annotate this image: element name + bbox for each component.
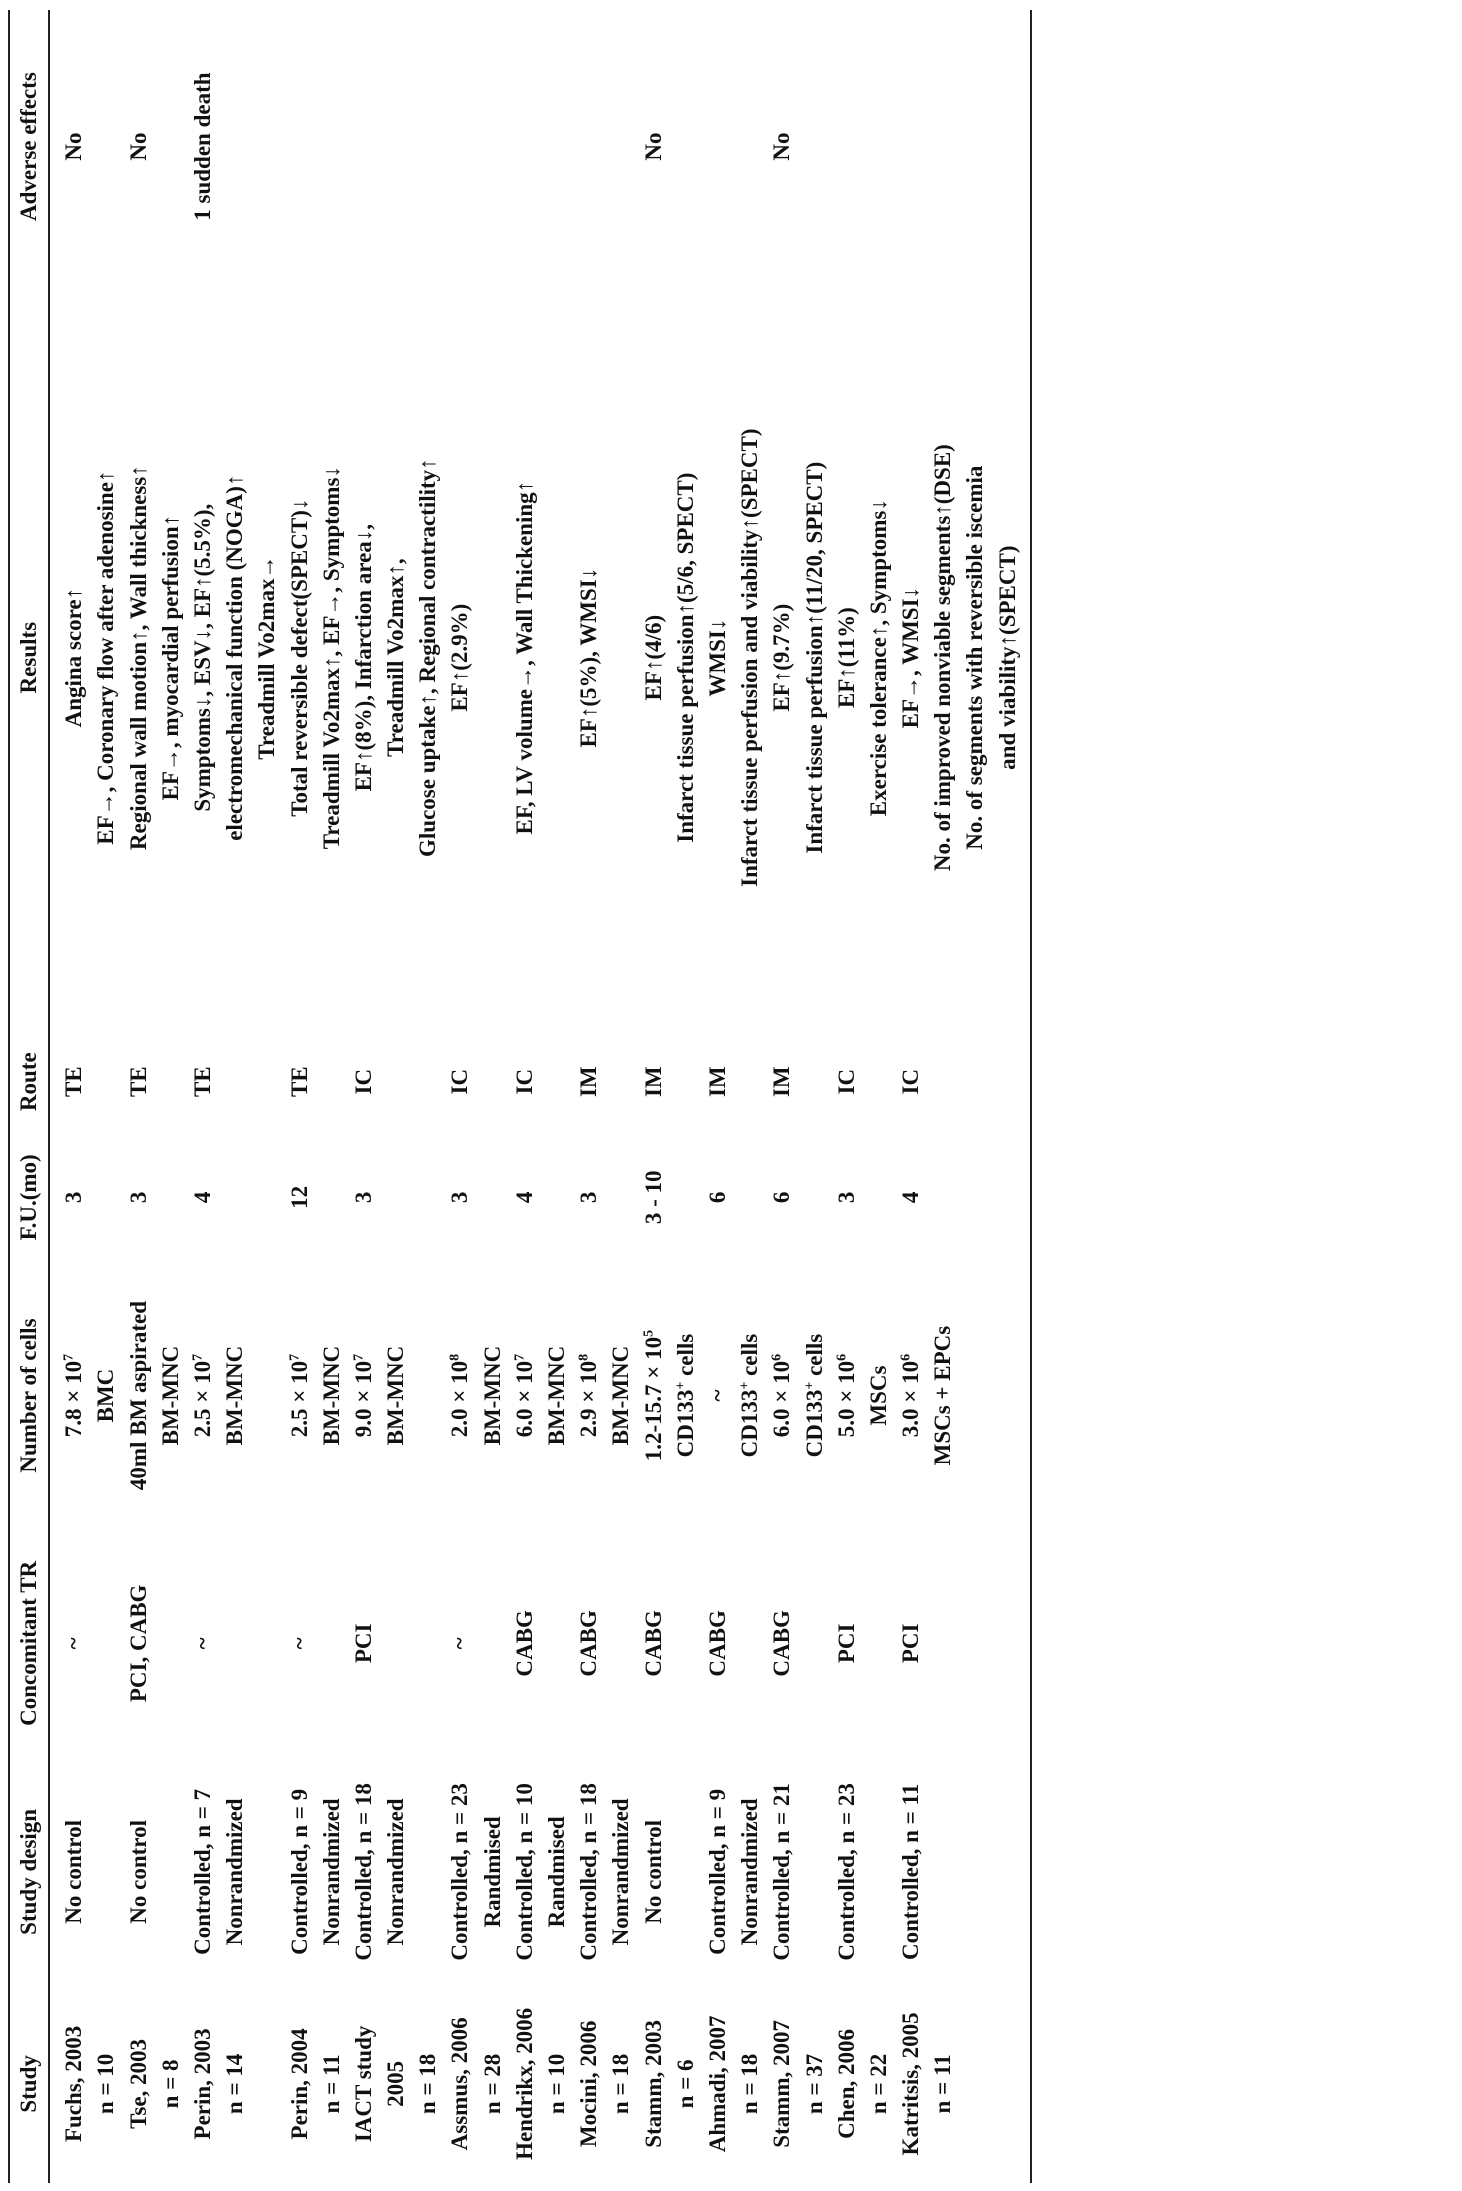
cell-line: Nonrandmized (222, 1798, 248, 1946)
followup-cell (49, 1131, 122, 1263)
header-concomitant-tr: Concomitant TR (9, 1528, 49, 1759)
concomitant-cell (895, 1528, 1031, 1759)
cell-line: Assmus, 2006 (447, 2017, 473, 2151)
cell-line: 2005 (383, 2060, 409, 2107)
concomitant-cell (187, 1528, 284, 1759)
cells-cell (187, 1263, 284, 1527)
cell-line: ~ (61, 1637, 87, 1650)
results-cell (766, 283, 830, 1032)
cell-line: CABG (511, 1610, 537, 1677)
cell-line: BM-MNC (318, 1345, 344, 1446)
cell-line: WMSI↓ (704, 618, 730, 697)
adverse-cell (702, 10, 766, 283)
table-row (573, 10, 637, 2183)
followup-cell (831, 1131, 895, 1263)
results-cell (702, 283, 766, 1032)
results-cell (444, 283, 508, 1032)
concomitant-cell (123, 1528, 187, 1759)
cell-line: Controlled, n = 9 (704, 1788, 730, 1955)
cell-line: EF↑(8%), Infarction area↓, (350, 523, 376, 792)
cell-line: Controlled, n = 9 (286, 1788, 312, 1955)
study-cell (348, 1985, 445, 2183)
followup-cell (284, 1131, 348, 1263)
cell-line: No (125, 132, 151, 161)
cell-line: IACT study (350, 2025, 376, 2143)
cell-line: Controlled, n = 23 (447, 1783, 473, 1961)
cell-line: Controlled, n = 21 (769, 1783, 795, 1961)
route-cell (187, 1032, 284, 1131)
study-cell (895, 1985, 1031, 2183)
cell-line: Controlled, n = 18 (576, 1783, 602, 1961)
study-cell (284, 1985, 348, 2183)
table-row (444, 10, 508, 2183)
cell-line: Nonrandmized (383, 1798, 409, 1946)
cell-line: Fuchs, 2003 (61, 2025, 87, 2143)
cell-line: TE (286, 1066, 312, 1098)
cells-cell (573, 1263, 637, 1527)
cell-line: EF→, Coronary flow after adenosine↑ (93, 470, 119, 845)
cell-line: Perin, 2003 (189, 2028, 215, 2140)
cell-line (831, 14, 863, 279)
cell-line: BM-MNC (157, 1345, 183, 1446)
route-cell (509, 1032, 573, 1131)
cell-line: EF↑(11%) (833, 607, 859, 709)
header-results: Results (9, 283, 49, 1032)
cell-line: EF→, myocardial perfusion↑ (157, 514, 183, 801)
cell-line: Angina score↑ (61, 587, 87, 728)
cell-line: Katritsis, 2005 (898, 2012, 924, 2156)
cell-line: Stamm, 2003 (640, 2020, 666, 2148)
cell-line: 3 (350, 1191, 376, 1204)
cell-line: Exercise tolerance↑, Symptoms↓ (865, 499, 891, 817)
design-cell (702, 1759, 766, 1985)
cell-line (444, 14, 476, 279)
cell-line: EF↑(5%), WMSI↓ (576, 567, 602, 748)
cells-cell (444, 1263, 508, 1527)
cell-line: No control (640, 1820, 666, 1924)
header-adverse-effects: Adverse effects (9, 10, 49, 283)
results-cell (573, 283, 637, 1032)
concomitant-cell (49, 1528, 122, 1759)
cell-line: Randmised (544, 1816, 569, 1928)
cell-line: ~ (704, 1389, 730, 1402)
results-cell (895, 283, 1031, 1032)
cell-line: No (769, 132, 795, 161)
cell-line: Controlled, n = 10 (511, 1783, 537, 1961)
cell-line: IM (704, 1066, 730, 1098)
cell-line: IC (447, 1068, 473, 1095)
cell-line: IC (511, 1068, 537, 1095)
study-cell (49, 1985, 122, 2183)
cell-line: 12 (286, 1185, 312, 1209)
cell-line: n = 18 (608, 2053, 634, 2115)
design-cell (187, 1759, 284, 1985)
cell-line: BM-MNC (383, 1345, 409, 1446)
cell-line: MSCs + EPCs (930, 1325, 956, 1466)
cell-line: CD133+ cells (672, 1333, 698, 1458)
cell-line: $5.0 \times 10^6$ (833, 1353, 859, 1438)
route-cell (573, 1032, 637, 1131)
cell-line: electromechanical function (NOGA)↑ (222, 474, 248, 841)
cells-cell (895, 1263, 1031, 1527)
concomitant-cell (638, 1528, 702, 1759)
cell-line (509, 14, 541, 279)
cell-line: CABG (704, 1610, 730, 1677)
design-cell (284, 1759, 348, 1985)
cell-line: Treadmill Vo2max↑, EF→, Symptoms↓ (318, 466, 344, 850)
cell-line: $9.0 \times 10^7$ (350, 1353, 376, 1438)
concomitant-cell (509, 1528, 573, 1759)
cell-line: BM-MNC (222, 1345, 248, 1446)
cells-cell (509, 1263, 573, 1527)
header-follow-up: F.U.(mo) (9, 1131, 49, 1263)
cell-line (573, 14, 605, 279)
cell-line: 3 (576, 1191, 602, 1204)
route-cell (831, 1032, 895, 1131)
cell-line: Treadmill Vo2max→ (254, 555, 280, 760)
cell-line: Controlled, n = 11 (898, 1783, 924, 1961)
table-row (895, 10, 1031, 2183)
cell-line: $2.0 \times 10^8$ (447, 1353, 473, 1438)
cell-line: No control (125, 1820, 151, 1924)
cells-cell (348, 1263, 445, 1527)
cell-line: IM (576, 1066, 602, 1098)
cell-line: IC (833, 1068, 859, 1095)
cell-line: IM (769, 1066, 795, 1098)
cell-line: CD133+ cells (737, 1333, 763, 1458)
header-study: Study (9, 1985, 49, 2183)
cell-line: Hendrikx, 2006 (511, 2007, 537, 2160)
cell-line: n = 11 (318, 2054, 344, 2114)
cell-line: PCI (898, 1623, 924, 1664)
cell-line: n = 6 (672, 2059, 698, 2109)
results-cell (831, 283, 895, 1032)
followup-cell (123, 1131, 187, 1263)
cell-line: EF↑(4/6) (640, 614, 666, 701)
design-cell (509, 1759, 573, 1985)
cell-line: n = 10 (93, 2053, 119, 2115)
cell-line: IC (350, 1068, 376, 1095)
concomitant-cell (831, 1528, 895, 1759)
followup-cell (766, 1131, 830, 1263)
cell-line: 3 (447, 1191, 473, 1204)
cell-line: PCI, CABG (125, 1584, 151, 1703)
table-row (49, 10, 122, 2183)
adverse-cell (49, 10, 122, 283)
cell-line: EF↑(2.9%) (447, 603, 473, 712)
cell-line: Nonrandmized (608, 1798, 634, 1946)
cell-line: n = 22 (865, 2053, 891, 2115)
adverse-cell (766, 10, 830, 283)
cell-line: 6 (704, 1191, 730, 1204)
adverse-cell (123, 10, 187, 283)
cell-line: Controlled, n = 7 (189, 1788, 215, 1955)
followup-cell (702, 1131, 766, 1263)
route-cell (638, 1032, 702, 1131)
cell-line: EF→, WMSI↓ (898, 586, 924, 729)
cells-cell (123, 1263, 187, 1527)
table-body (49, 10, 1031, 2183)
concomitant-cell (284, 1528, 348, 1759)
cell-line: Tse, 2003 (125, 2038, 151, 2129)
table-row (123, 10, 187, 2183)
table-row (702, 10, 766, 2183)
design-cell (348, 1759, 445, 1985)
cell-line: BMC (93, 1368, 119, 1423)
cell-line: No control (61, 1820, 87, 1924)
cell-line: 40ml BM aspirated (125, 1301, 151, 1491)
cell-line: 3 (61, 1191, 87, 1204)
table-row (831, 10, 895, 2183)
cell-line: Regional wall motion↑, Wall thickness↑ (125, 465, 151, 851)
study-cell (573, 1985, 637, 2183)
cell-line: PCI (350, 1623, 376, 1664)
cell-line (284, 14, 316, 279)
route-cell (766, 1032, 830, 1131)
design-cell (444, 1759, 508, 1985)
cell-line: CABG (769, 1610, 795, 1677)
cells-cell (49, 1263, 122, 1527)
adverse-cell (831, 10, 895, 283)
design-cell (49, 1759, 122, 1985)
header-number-of-cells: Number of cells (9, 1263, 49, 1527)
cell-line: No (640, 132, 666, 161)
cell-line: Mocini, 2006 (576, 2020, 602, 2148)
adverse-cell (509, 10, 573, 283)
results-cell (123, 283, 187, 1032)
cell-line: Randmised (479, 1816, 505, 1928)
cell-line: EF↑(9.7%) (769, 603, 795, 712)
cell-line: Controlled, n = 23 (833, 1783, 859, 1961)
adverse-cell (573, 10, 637, 283)
cell-line (702, 14, 734, 279)
route-cell (348, 1032, 445, 1131)
cell-line: $2.5 \times 10^7$ (189, 1353, 215, 1438)
cell-line: 3 - 10 (640, 1170, 666, 1225)
cell-line: CD133+ cells (801, 1333, 827, 1458)
cell-line: n = 18 (737, 2053, 763, 2115)
results-cell (509, 283, 573, 1032)
followup-cell (638, 1131, 702, 1263)
cell-line: TE (125, 1066, 151, 1098)
table-header (9, 10, 49, 2183)
adverse-cell (444, 10, 508, 283)
cell-line: $3.0 \times 10^6$ (898, 1353, 924, 1438)
cell-line: Symptoms↓, ESV↓, EF↑(5.5%), (189, 503, 215, 812)
results-cell (49, 283, 122, 1032)
cell-line: CABG (640, 1610, 666, 1677)
cell-line: Controlled, n = 18 (350, 1783, 376, 1961)
adverse-cell (895, 10, 1031, 283)
cell-line: n = 11 (930, 2054, 956, 2114)
header-route: Route (9, 1032, 49, 1131)
study-cell (831, 1985, 895, 2183)
cells-cell (702, 1263, 766, 1527)
cell-line: $1.2-15.7 \times 10^5$ (640, 1329, 666, 1462)
table-row (348, 10, 445, 2183)
route-cell (123, 1032, 187, 1131)
cell-line: and viability↑(SPECT) (994, 545, 1020, 770)
concomitant-cell (444, 1528, 508, 1759)
results-cell (284, 283, 348, 1032)
adverse-cell (187, 10, 284, 283)
study-cell (702, 1985, 766, 2183)
cell-line: Infarct tissue perfusion↑(11/20, SPECT) (801, 461, 827, 854)
cell-line: 3 (833, 1191, 859, 1204)
route-cell (444, 1032, 508, 1131)
adverse-cell (348, 10, 445, 283)
cell-line: n = 18 (415, 2053, 441, 2115)
concomitant-cell (573, 1528, 637, 1759)
design-cell (638, 1759, 702, 1985)
study-cell (444, 1985, 508, 2183)
cell-line: Glucose uptake↑, Regional contractility↑ (415, 458, 441, 857)
cell-line: No. of segments with reversible iscemia (962, 465, 988, 850)
cell-line: n = 10 (544, 2053, 569, 2115)
design-cell (123, 1759, 187, 1985)
cells-cell (766, 1263, 830, 1527)
cell-line: 3 (125, 1191, 151, 1204)
design-cell (766, 1759, 830, 1985)
cell-line: $6.0 \times 10^6$ (769, 1353, 795, 1438)
followup-cell (444, 1131, 508, 1263)
route-cell (49, 1032, 122, 1131)
cell-line: CABG (576, 1610, 602, 1677)
followup-cell (573, 1131, 637, 1263)
cell-line: Stamm, 2007 (769, 2020, 795, 2148)
cells-cell (638, 1263, 702, 1527)
cell-line (895, 14, 927, 279)
cell-line: Chen, 2006 (833, 2028, 859, 2139)
cell-line: ~ (286, 1637, 312, 1650)
cell-line: Infarct tissue perfusion and viability↑(SPECT) (737, 428, 763, 887)
cell-line: Ahmadi, 2007 (704, 2015, 730, 2153)
followup-cell (187, 1131, 284, 1263)
table-row (766, 10, 830, 2183)
followup-cell (509, 1131, 573, 1263)
design-cell (895, 1759, 1031, 1985)
concomitant-cell (766, 1528, 830, 1759)
cell-line (348, 14, 380, 279)
study-cell (187, 1985, 284, 2183)
cell-line: n = 14 (222, 2053, 248, 2115)
table-row (284, 10, 348, 2183)
table-row (187, 10, 284, 2183)
results-cell (348, 283, 445, 1032)
cell-line: No. of improved nonviable segments↑(DSE) (930, 444, 956, 872)
results-cell (187, 283, 284, 1032)
table-row (509, 10, 573, 2183)
cell-line: IC (898, 1068, 924, 1095)
adverse-cell (284, 10, 348, 283)
cell-line: Perin, 2004 (286, 2028, 312, 2140)
study-cell (509, 1985, 573, 2183)
results-cell (638, 283, 702, 1032)
concomitant-cell (702, 1528, 766, 1759)
cell-line: 4 (511, 1191, 537, 1204)
cell-line: No (61, 132, 87, 161)
cell-line: MSCs (865, 1365, 891, 1426)
cell-line: $6.0 \times 10^7$ (511, 1353, 537, 1438)
route-cell (702, 1032, 766, 1131)
cell-line: $2.5 \times 10^7$ (286, 1353, 312, 1438)
cell-line: EF, LV volume→, Wall Thickening↑ (511, 480, 537, 835)
cell-line: n = 8 (157, 2059, 183, 2109)
cell-line: 4 (898, 1191, 924, 1204)
cell-line: TE (189, 1066, 215, 1098)
cell-line: Infarct tissue perfusion↑(5/6, SPECT) (672, 472, 698, 843)
route-cell (284, 1032, 348, 1131)
cell-line: BM-MNC (544, 1345, 569, 1446)
design-cell (831, 1759, 895, 1985)
cell-line: Treadmill Vo2max↑, (383, 558, 409, 757)
cell-line: 6 (769, 1191, 795, 1204)
route-cell (895, 1032, 1031, 1131)
concomitant-cell (348, 1528, 445, 1759)
cell-line: IM (640, 1066, 666, 1098)
adverse-cell (638, 10, 702, 283)
cell-line: $7.8 \times 10^7$ (61, 1353, 87, 1438)
cells-cell (831, 1263, 895, 1527)
followup-cell (348, 1131, 445, 1263)
cell-line: n = 37 (801, 2053, 827, 2115)
cell-line: TE (61, 1066, 87, 1098)
cell-line: Nonrandmized (318, 1798, 344, 1946)
cell-line: Total reversible defect(SPECT)↓ (286, 498, 312, 817)
cell-line: 1 sudden death (189, 72, 215, 221)
cell-line: $2.9 \times 10^8$ (576, 1353, 602, 1438)
cell-line: BM-MNC (608, 1345, 634, 1446)
header-study-design: Study design (9, 1759, 49, 1985)
followup-cell (895, 1131, 1031, 1263)
cell-line: PCI (833, 1623, 859, 1664)
cell-line: n = 28 (479, 2053, 505, 2115)
cell-line: ~ (189, 1637, 215, 1650)
cell-line: 4 (189, 1191, 215, 1204)
design-cell (573, 1759, 637, 1985)
study-cell (638, 1985, 702, 2183)
table-row (638, 10, 702, 2183)
study-cell (766, 1985, 830, 2183)
cell-line: Nonrandmized (737, 1798, 763, 1946)
cell-line: ~ (447, 1637, 473, 1650)
cell-line: BM-MNC (479, 1345, 505, 1446)
cells-cell (284, 1263, 348, 1527)
study-cell (123, 1985, 187, 2183)
clinical-trials-table (8, 10, 1032, 2183)
